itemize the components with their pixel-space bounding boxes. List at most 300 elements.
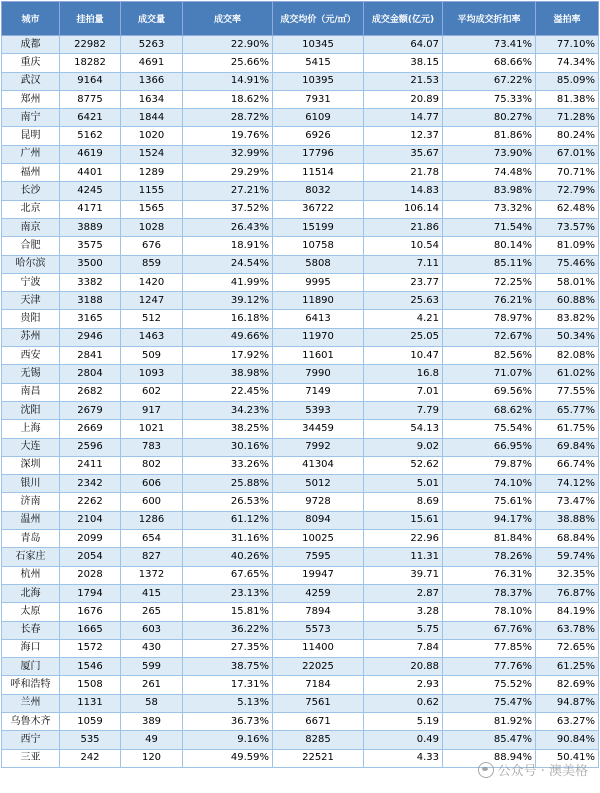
cell-city: 重庆 <box>2 54 60 72</box>
cell-deals: 120 <box>121 749 183 767</box>
cell-amount: 4.21 <box>364 310 443 328</box>
cell-discount-rate: 68.66% <box>443 54 536 72</box>
cell-avg-price: 22521 <box>273 749 364 767</box>
cell-deal-rate: 24.54% <box>183 255 273 273</box>
cell-deal-rate: 49.59% <box>183 749 273 767</box>
cell-avg-price: 6926 <box>273 127 364 145</box>
cell-city: 北京 <box>2 200 60 218</box>
cell-overflow-rate: 58.01% <box>536 273 599 291</box>
cell-deal-rate: 23.13% <box>183 584 273 602</box>
cell-city: 长春 <box>2 621 60 639</box>
watermark-text: 公众号 · 澳美格 <box>497 764 588 779</box>
cell-avg-price: 15199 <box>273 218 364 236</box>
table-row <box>2 603 599 621</box>
cell-avg-price: 9728 <box>273 493 364 511</box>
cell-listings: 2804 <box>60 365 121 383</box>
cell-overflow-rate: 59.74% <box>536 548 599 566</box>
cell-listings: 2679 <box>60 401 121 419</box>
table-row <box>2 475 599 493</box>
cell-amount: 7.11 <box>364 255 443 273</box>
cell-avg-price: 11400 <box>273 639 364 657</box>
cell-deal-rate: 17.31% <box>183 676 273 694</box>
cell-discount-rate: 66.95% <box>443 438 536 456</box>
cell-deal-rate: 9.16% <box>183 731 273 749</box>
cell-avg-price: 19947 <box>273 566 364 584</box>
cell-overflow-rate: 69.84% <box>536 438 599 456</box>
table-row <box>2 584 599 602</box>
cell-overflow-rate: 94.87% <box>536 694 599 712</box>
cell-discount-rate: 94.17% <box>443 511 536 529</box>
cell-city: 成都 <box>2 36 60 54</box>
cell-deal-rate: 22.90% <box>183 36 273 54</box>
cell-listings: 9164 <box>60 72 121 90</box>
cell-amount: 5.19 <box>364 712 443 730</box>
table-row <box>2 292 599 310</box>
cell-deal-rate: 25.66% <box>183 54 273 72</box>
cell-avg-price: 5808 <box>273 255 364 273</box>
cell-deals: 261 <box>121 676 183 694</box>
cell-deal-rate: 38.25% <box>183 420 273 438</box>
cell-deal-rate: 30.16% <box>183 438 273 456</box>
cell-avg-price: 11601 <box>273 347 364 365</box>
cell-deals: 1028 <box>121 218 183 236</box>
cell-city: 南昌 <box>2 383 60 401</box>
header-row <box>2 2 599 36</box>
cell-discount-rate: 77.85% <box>443 639 536 657</box>
cell-deals: 859 <box>121 255 183 273</box>
cell-discount-rate: 80.27% <box>443 109 536 127</box>
cell-city: 无锡 <box>2 365 60 383</box>
cell-deals: 783 <box>121 438 183 456</box>
cell-city: 长沙 <box>2 182 60 200</box>
cell-deal-rate: 15.81% <box>183 603 273 621</box>
cell-city: 西安 <box>2 347 60 365</box>
cell-amount: 15.61 <box>364 511 443 529</box>
cell-overflow-rate: 77.10% <box>536 36 599 54</box>
cell-amount: 35.67 <box>364 145 443 163</box>
cell-avg-price: 8285 <box>273 731 364 749</box>
cell-avg-price: 7992 <box>273 438 364 456</box>
cell-listings: 242 <box>60 749 121 767</box>
cell-amount: 22.96 <box>364 530 443 548</box>
cell-city: 武汉 <box>2 72 60 90</box>
cell-city: 天津 <box>2 292 60 310</box>
cell-discount-rate: 71.07% <box>443 365 536 383</box>
cell-deals: 600 <box>121 493 183 511</box>
cell-avg-price: 22025 <box>273 658 364 676</box>
cell-discount-rate: 75.52% <box>443 676 536 694</box>
cell-listings: 2946 <box>60 328 121 346</box>
cell-avg-price: 7894 <box>273 603 364 621</box>
cell-amount: 0.62 <box>364 694 443 712</box>
table-row <box>2 218 599 236</box>
cell-overflow-rate: 50.34% <box>536 328 599 346</box>
cell-amount: 21.53 <box>364 72 443 90</box>
cell-discount-rate: 74.10% <box>443 475 536 493</box>
cell-deals: 430 <box>121 639 183 657</box>
table-row <box>2 639 599 657</box>
cell-overflow-rate: 67.01% <box>536 145 599 163</box>
cell-city: 太原 <box>2 603 60 621</box>
cell-deals: 49 <box>121 731 183 749</box>
cell-amount: 11.31 <box>364 548 443 566</box>
cell-discount-rate: 73.41% <box>443 36 536 54</box>
cell-deals: 1286 <box>121 511 183 529</box>
cell-avg-price: 5012 <box>273 475 364 493</box>
cell-deals: 1565 <box>121 200 183 218</box>
cell-deal-rate: 32.99% <box>183 145 273 163</box>
cell-deals: 389 <box>121 712 183 730</box>
header-amount: 成交金额(亿元) <box>364 2 443 36</box>
table-row <box>2 420 599 438</box>
cell-overflow-rate: 74.12% <box>536 475 599 493</box>
cell-city: 南京 <box>2 218 60 236</box>
cell-amount: 8.69 <box>364 493 443 511</box>
cell-deal-rate: 36.22% <box>183 621 273 639</box>
cell-deals: 1155 <box>121 182 183 200</box>
cell-listings: 3165 <box>60 310 121 328</box>
cell-deal-rate: 29.29% <box>183 164 273 182</box>
cell-discount-rate: 78.37% <box>443 584 536 602</box>
cell-discount-rate: 81.86% <box>443 127 536 145</box>
cell-city: 青岛 <box>2 530 60 548</box>
cell-listings: 1508 <box>60 676 121 694</box>
table-row <box>2 401 599 419</box>
table-row <box>2 621 599 639</box>
table-row <box>2 548 599 566</box>
cell-deals: 917 <box>121 401 183 419</box>
cell-listings: 3575 <box>60 237 121 255</box>
cell-amount: 10.54 <box>364 237 443 255</box>
cell-city: 昆明 <box>2 127 60 145</box>
cell-city: 广州 <box>2 145 60 163</box>
cell-listings: 1572 <box>60 639 121 657</box>
cell-avg-price: 10025 <box>273 530 364 548</box>
table-row <box>2 54 599 72</box>
cell-discount-rate: 73.90% <box>443 145 536 163</box>
cell-discount-rate: 88.94% <box>443 749 536 767</box>
header-avg-price: 成交均价（元/㎡） <box>273 2 364 36</box>
cell-city: 上海 <box>2 420 60 438</box>
cell-deal-rate: 39.12% <box>183 292 273 310</box>
header-discount-rate: 平均成交折扣率 <box>443 2 536 36</box>
table-row <box>2 36 599 54</box>
cell-overflow-rate: 70.71% <box>536 164 599 182</box>
cell-amount: 20.88 <box>364 658 443 676</box>
cell-amount: 9.02 <box>364 438 443 456</box>
cell-avg-price: 5573 <box>273 621 364 639</box>
cell-city: 哈尔滨 <box>2 255 60 273</box>
cell-discount-rate: 81.92% <box>443 712 536 730</box>
header-deals: 成交量 <box>121 2 183 36</box>
cell-listings: 2028 <box>60 566 121 584</box>
cell-discount-rate: 67.76% <box>443 621 536 639</box>
cell-discount-rate: 72.67% <box>443 328 536 346</box>
table-row <box>2 72 599 90</box>
cell-overflow-rate: 85.09% <box>536 72 599 90</box>
cell-deal-rate: 28.72% <box>183 109 273 127</box>
cell-amount: 20.89 <box>364 90 443 108</box>
cell-avg-price: 7561 <box>273 694 364 712</box>
table-row <box>2 731 599 749</box>
cell-city: 石家庄 <box>2 548 60 566</box>
cell-amount: 5.01 <box>364 475 443 493</box>
cell-amount: 106.14 <box>364 200 443 218</box>
cell-listings: 2104 <box>60 511 121 529</box>
cell-deal-rate: 36.73% <box>183 712 273 730</box>
table-row <box>2 365 599 383</box>
cell-discount-rate: 85.11% <box>443 255 536 273</box>
cell-listings: 18282 <box>60 54 121 72</box>
cell-city: 北海 <box>2 584 60 602</box>
cell-deal-rate: 41.99% <box>183 273 273 291</box>
cell-avg-price: 4259 <box>273 584 364 602</box>
cell-city: 西宁 <box>2 731 60 749</box>
cell-amount: 25.63 <box>364 292 443 310</box>
cell-city: 合肥 <box>2 237 60 255</box>
cell-amount: 3.28 <box>364 603 443 621</box>
cell-overflow-rate: 61.75% <box>536 420 599 438</box>
cell-avg-price: 7931 <box>273 90 364 108</box>
cell-deal-rate: 40.26% <box>183 548 273 566</box>
cell-deal-rate: 31.16% <box>183 530 273 548</box>
cell-discount-rate: 85.47% <box>443 731 536 749</box>
cell-discount-rate: 78.97% <box>443 310 536 328</box>
cell-deals: 509 <box>121 347 183 365</box>
cell-amount: 12.37 <box>364 127 443 145</box>
cell-overflow-rate: 66.74% <box>536 456 599 474</box>
cell-overflow-rate: 83.82% <box>536 310 599 328</box>
cell-deal-rate: 16.18% <box>183 310 273 328</box>
cell-overflow-rate: 32.35% <box>536 566 599 584</box>
table-row <box>2 456 599 474</box>
cell-deals: 676 <box>121 237 183 255</box>
cell-overflow-rate: 76.87% <box>536 584 599 602</box>
cell-avg-price: 10758 <box>273 237 364 255</box>
cell-discount-rate: 78.10% <box>443 603 536 621</box>
cell-avg-price: 7149 <box>273 383 364 401</box>
cell-overflow-rate: 90.84% <box>536 731 599 749</box>
table-row <box>2 530 599 548</box>
header-listings: 挂拍量 <box>60 2 121 36</box>
cell-deal-rate: 25.88% <box>183 475 273 493</box>
cell-amount: 21.86 <box>364 218 443 236</box>
cell-deals: 1372 <box>121 566 183 584</box>
cell-discount-rate: 74.48% <box>443 164 536 182</box>
cell-amount: 54.13 <box>364 420 443 438</box>
cell-listings: 1794 <box>60 584 121 602</box>
cell-amount: 5.75 <box>364 621 443 639</box>
cell-overflow-rate: 74.34% <box>536 54 599 72</box>
cell-amount: 14.83 <box>364 182 443 200</box>
cell-discount-rate: 82.56% <box>443 347 536 365</box>
table-row <box>2 493 599 511</box>
cell-city: 宁波 <box>2 273 60 291</box>
cell-deals: 1634 <box>121 90 183 108</box>
cell-amount: 0.49 <box>364 731 443 749</box>
cell-deals: 602 <box>121 383 183 401</box>
cell-amount: 7.01 <box>364 383 443 401</box>
cell-listings: 8775 <box>60 90 121 108</box>
cell-deals: 1463 <box>121 328 183 346</box>
cell-overflow-rate: 81.38% <box>536 90 599 108</box>
cell-deal-rate: 26.43% <box>183 218 273 236</box>
cell-amount: 21.78 <box>364 164 443 182</box>
header-city: 城市 <box>2 2 60 36</box>
table-row <box>2 310 599 328</box>
cell-discount-rate: 72.25% <box>443 273 536 291</box>
cell-deal-rate: 27.21% <box>183 182 273 200</box>
cell-overflow-rate: 82.69% <box>536 676 599 694</box>
cell-deal-rate: 38.75% <box>183 658 273 676</box>
cell-deals: 1093 <box>121 365 183 383</box>
cell-listings: 5162 <box>60 127 121 145</box>
cell-discount-rate: 76.31% <box>443 566 536 584</box>
cell-listings: 4245 <box>60 182 121 200</box>
cell-discount-rate: 71.54% <box>443 218 536 236</box>
table-body <box>2 36 599 768</box>
cell-city: 呼和浩特 <box>2 676 60 694</box>
cell-amount: 7.84 <box>364 639 443 657</box>
table-row <box>2 164 599 182</box>
cell-listings: 3889 <box>60 218 121 236</box>
cell-overflow-rate: 81.09% <box>536 237 599 255</box>
cell-city: 乌鲁木齐 <box>2 712 60 730</box>
cell-discount-rate: 77.76% <box>443 658 536 676</box>
cell-listings: 3382 <box>60 273 121 291</box>
cell-discount-rate: 83.98% <box>443 182 536 200</box>
cell-discount-rate: 68.62% <box>443 401 536 419</box>
cell-discount-rate: 79.87% <box>443 456 536 474</box>
cell-discount-rate: 75.47% <box>443 694 536 712</box>
cell-avg-price: 10395 <box>273 72 364 90</box>
table-row <box>2 273 599 291</box>
cell-listings: 1676 <box>60 603 121 621</box>
cell-overflow-rate: 75.46% <box>536 255 599 273</box>
cell-city: 杭州 <box>2 566 60 584</box>
cell-amount: 2.93 <box>364 676 443 694</box>
table-row <box>2 566 599 584</box>
cell-amount: 52.62 <box>364 456 443 474</box>
cell-amount: 10.47 <box>364 347 443 365</box>
table-row <box>2 237 599 255</box>
cell-city: 济南 <box>2 493 60 511</box>
table-row <box>2 182 599 200</box>
cell-deals: 1420 <box>121 273 183 291</box>
table-row <box>2 658 599 676</box>
cell-avg-price: 34459 <box>273 420 364 438</box>
cell-avg-price: 5393 <box>273 401 364 419</box>
cell-deal-rate: 19.76% <box>183 127 273 145</box>
cell-amount: 39.71 <box>364 566 443 584</box>
cell-discount-rate: 75.61% <box>443 493 536 511</box>
cell-city: 厦门 <box>2 658 60 676</box>
table-row <box>2 438 599 456</box>
cell-amount: 16.8 <box>364 365 443 383</box>
cell-city: 郑州 <box>2 90 60 108</box>
cell-avg-price: 11514 <box>273 164 364 182</box>
cell-overflow-rate: 77.55% <box>536 383 599 401</box>
cell-deal-rate: 49.66% <box>183 328 273 346</box>
cell-discount-rate: 75.33% <box>443 90 536 108</box>
cell-deals: 802 <box>121 456 183 474</box>
header-deal-rate: 成交率 <box>183 2 273 36</box>
cell-deals: 1366 <box>121 72 183 90</box>
cell-avg-price: 11970 <box>273 328 364 346</box>
cell-amount: 64.07 <box>364 36 443 54</box>
table-row <box>2 749 599 767</box>
cell-city: 温州 <box>2 511 60 529</box>
cell-deal-rate: 67.65% <box>183 566 273 584</box>
cell-amount: 25.05 <box>364 328 443 346</box>
cell-deals: 265 <box>121 603 183 621</box>
cell-city: 深圳 <box>2 456 60 474</box>
cell-overflow-rate: 71.28% <box>536 109 599 127</box>
cell-deal-rate: 5.13% <box>183 694 273 712</box>
cell-avg-price: 5415 <box>273 54 364 72</box>
cell-avg-price: 6413 <box>273 310 364 328</box>
cell-city: 银川 <box>2 475 60 493</box>
cell-overflow-rate: 73.57% <box>536 218 599 236</box>
cell-deals: 1289 <box>121 164 183 182</box>
cell-amount: 2.87 <box>364 584 443 602</box>
table-row <box>2 145 599 163</box>
cell-listings: 2342 <box>60 475 121 493</box>
table-row <box>2 127 599 145</box>
cell-city: 南宁 <box>2 109 60 127</box>
table-row <box>2 90 599 108</box>
cell-deals: 58 <box>121 694 183 712</box>
cell-deal-rate: 27.35% <box>183 639 273 657</box>
cell-overflow-rate: 72.79% <box>536 182 599 200</box>
table-row <box>2 511 599 529</box>
cell-deals: 5263 <box>121 36 183 54</box>
cell-avg-price: 11890 <box>273 292 364 310</box>
cell-deals: 1247 <box>121 292 183 310</box>
cell-listings: 2841 <box>60 347 121 365</box>
table-row <box>2 712 599 730</box>
cell-discount-rate: 80.14% <box>443 237 536 255</box>
cell-listings: 2669 <box>60 420 121 438</box>
cell-overflow-rate: 63.27% <box>536 712 599 730</box>
cell-avg-price: 7595 <box>273 548 364 566</box>
cell-overflow-rate: 68.84% <box>536 530 599 548</box>
cell-listings: 1131 <box>60 694 121 712</box>
cell-avg-price: 7184 <box>273 676 364 694</box>
cell-amount: 38.15 <box>364 54 443 72</box>
cell-city: 苏州 <box>2 328 60 346</box>
cell-deals: 512 <box>121 310 183 328</box>
cell-overflow-rate: 72.65% <box>536 639 599 657</box>
cell-deal-rate: 61.12% <box>183 511 273 529</box>
cell-city: 贵阳 <box>2 310 60 328</box>
cell-deals: 1524 <box>121 145 183 163</box>
cell-overflow-rate: 61.02% <box>536 365 599 383</box>
cell-overflow-rate: 38.88% <box>536 511 599 529</box>
header-overflow-rate: 溢拍率 <box>536 2 599 36</box>
cell-deal-rate: 37.52% <box>183 200 273 218</box>
cell-deal-rate: 34.23% <box>183 401 273 419</box>
table-row <box>2 200 599 218</box>
cell-discount-rate: 69.56% <box>443 383 536 401</box>
cell-city: 沈阳 <box>2 401 60 419</box>
cell-deal-rate: 17.92% <box>183 347 273 365</box>
cell-deals: 606 <box>121 475 183 493</box>
cell-discount-rate: 75.54% <box>443 420 536 438</box>
cell-avg-price: 8094 <box>273 511 364 529</box>
cell-amount: 4.33 <box>364 749 443 767</box>
cell-overflow-rate: 61.25% <box>536 658 599 676</box>
